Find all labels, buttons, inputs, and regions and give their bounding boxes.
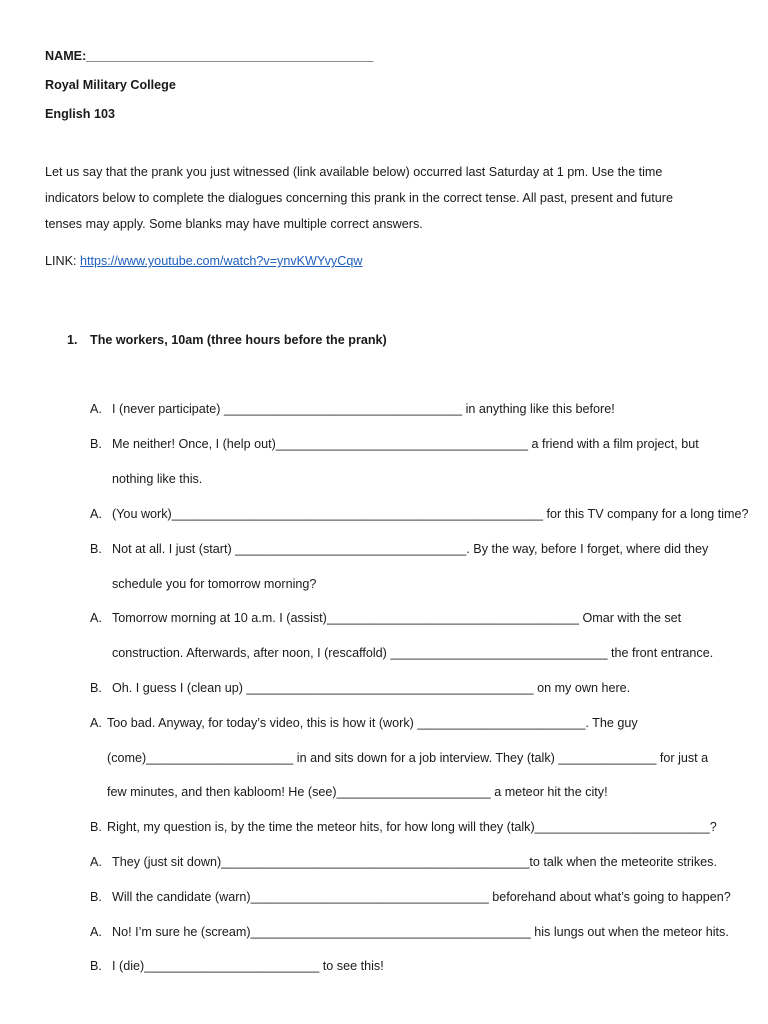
speaker-marker: A. (90, 611, 102, 625)
speaker-marker: B. (90, 820, 102, 834)
dialogue-line: Oh. I guess I (clean up) _________________________________________ on my own here. (112, 681, 631, 695)
speaker-marker: A. (90, 925, 102, 939)
speaker-marker: A. (90, 507, 102, 521)
speaker-marker: B. (90, 542, 102, 556)
section-title: The workers, 10am (three hours before the prank) (90, 333, 387, 347)
dialogue-line: Too bad. Anyway, for today’s video, this is how it (work) ________________________. The guy (107, 716, 638, 730)
link-label: LINK: (45, 254, 80, 268)
link-row (45, 253, 362, 269)
dialogue-line: Tomorrow morning at 10 a.m. I (assist)____________________________________ Omar with the set (112, 611, 682, 625)
dialogue-line: Will the candidate (warn)__________________________________ beforehand about what’s going to happen? (112, 890, 731, 904)
dialogue-line: schedule you for tomorrow morning? (112, 577, 317, 591)
dialogue-line: (You work)_____________________________________________________ for this TV company for a long time? (112, 507, 749, 521)
college-name: Royal Military College (45, 78, 176, 92)
instructions-line-2: indicators below to complete the dialogues concerning this prank in the correct tense. All past, present and future (45, 191, 673, 205)
instructions-line-1: Let us say that the prank you just witnessed (link available below) occurred last Saturday at 1 pm. Use the time (45, 165, 663, 179)
speaker-marker: A. (90, 716, 102, 730)
dialogue-line: I (never participate) __________________________________ in anything like this before! (112, 402, 615, 416)
dialogue-line: They (just sit down)____________________________________________to talk when the meteorite strikes. (112, 855, 717, 869)
speaker-marker: B. (90, 681, 102, 695)
dialogue-line: (come)_____________________ in and sits down for a job interview. They (talk) ______________ for just a (107, 751, 709, 765)
speaker-marker: A. (90, 855, 102, 869)
dialogue-line: few minutes, and then kabloom! He (see)______________________ a meteor hit the city! (107, 785, 608, 799)
dialogue-line: Right, my question is, by the time the meteor hits, for how long will they (talk)_________________________? (107, 820, 717, 834)
speaker-marker: B. (90, 959, 102, 973)
dialogue-line: Me neither! Once, I (help out)____________________________________ a friend with a film project, but (112, 437, 699, 451)
instructions-line-3: tenses may apply. Some blanks may have multiple correct answers. (45, 217, 423, 231)
dialogue-line: No! I’m sure he (scream)________________________________________ his lungs out when the meteor hits. (112, 925, 729, 939)
dialogue-line: I (die)_________________________ to see this! (112, 959, 384, 973)
course-name: English 103 (45, 107, 115, 121)
dialogue-line: Not at all. I just (start) _________________________________. By the way, before I forget, where did they (112, 542, 709, 556)
section-number: 1. (67, 333, 78, 347)
speaker-marker: A. (90, 402, 102, 416)
video-link[interactable]: https://www.youtube.com/watch?v=ynvKWYvyCqw (80, 254, 363, 268)
name-field-label: NAME:_________________________________________ (45, 49, 374, 63)
dialogue-line: construction. Afterwards, after noon, I (rescaffold) _______________________________ the front entrance. (112, 646, 714, 660)
speaker-marker: B. (90, 890, 102, 904)
dialogue-line: nothing like this. (112, 472, 203, 486)
speaker-marker: B. (90, 437, 102, 451)
